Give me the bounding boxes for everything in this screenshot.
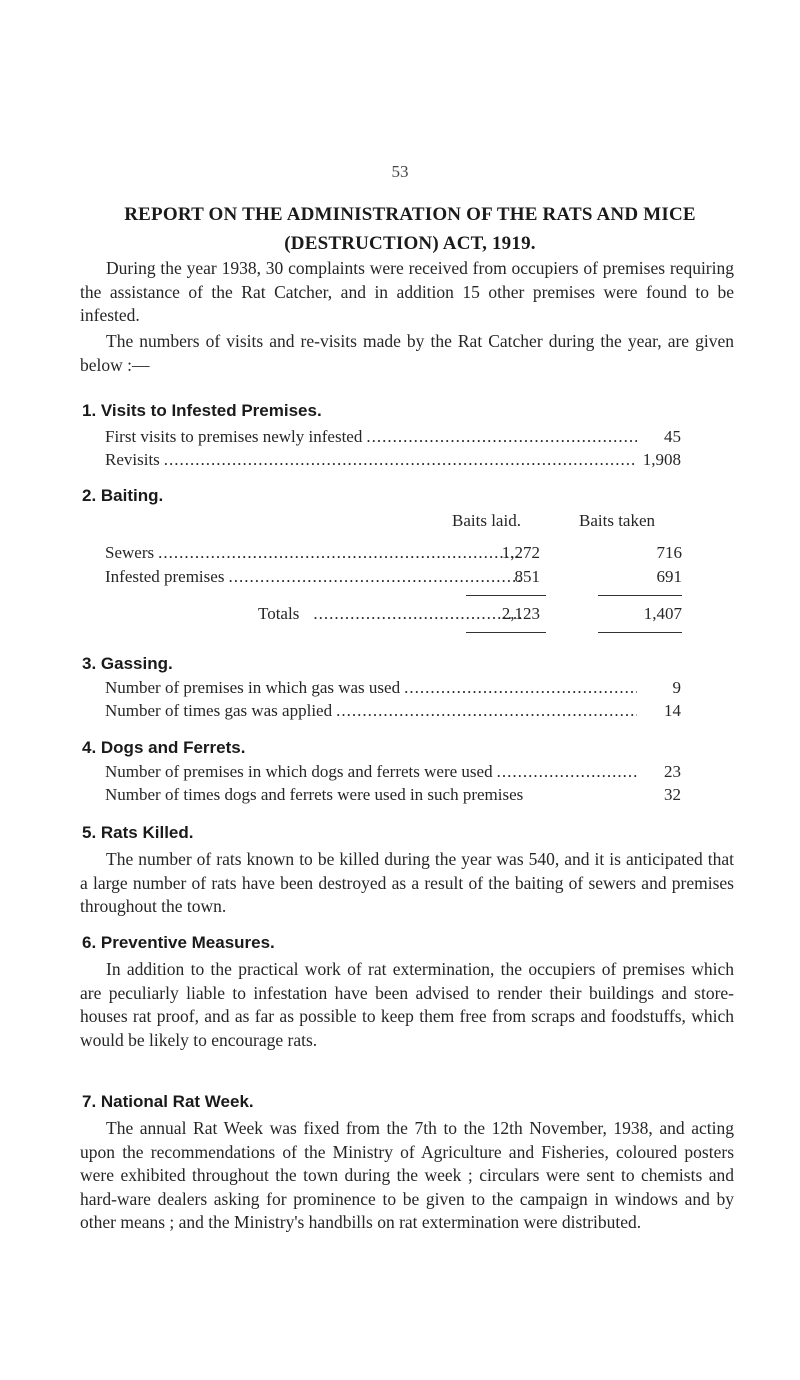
row-value: 23 xyxy=(664,762,681,781)
row-label: Number of times gas was applied xyxy=(105,701,333,720)
leader-dots xyxy=(404,678,637,698)
row-value: 14 xyxy=(664,701,681,720)
totals-baits-taken: 1,407 xyxy=(643,604,682,623)
leader-dots xyxy=(497,762,637,782)
leader-dots xyxy=(164,450,637,470)
row-label: Number of times dogs and ferrets were used in such premises xyxy=(105,785,524,804)
row-label: Sewers xyxy=(105,543,155,562)
gassing-row-premises xyxy=(105,678,681,698)
row-value: 1,908 xyxy=(642,450,681,469)
leader-dots xyxy=(336,701,637,721)
total-rule-taken xyxy=(598,632,682,633)
intro-paragraph-1: During the year 1938, 30 complaints were received from occupiers of premises requiring the assistance of the Rat Catcher, and in addition 15 other premises were found to be infested. xyxy=(80,258,734,325)
total-rule-laid xyxy=(466,632,546,633)
visits-row-revisits xyxy=(105,450,681,470)
dogs-row-times xyxy=(105,785,681,805)
row-value: 45 xyxy=(664,427,681,446)
infested-baits-taken: 691 xyxy=(656,567,682,586)
page-number: 53 xyxy=(391,162,409,181)
section-heading-visits: 1. Visits to Infested Premises. xyxy=(82,401,322,420)
title-line-2: (DESTRUCTION) ACT, 1919. xyxy=(284,233,536,254)
section-heading-gassing: 3. Gassing. xyxy=(82,654,173,673)
column-header-baits-taken: Baits taken xyxy=(579,511,656,530)
title-line-1: REPORT ON THE ADMINISTRATION OF THE RATS AND MICE xyxy=(124,204,696,225)
sewers-baits-laid: 1,272 xyxy=(501,543,540,562)
section-heading-dogs-ferrets: 4. Dogs and Ferrets. xyxy=(82,738,246,757)
leader-dots xyxy=(366,427,637,447)
visits-row-first xyxy=(105,427,681,447)
totals-baits-laid: 2,123 xyxy=(501,604,540,623)
national-rat-week-text: The annual Rat Week was fixed from the 7th to the 12th November, 1938, and acting upon the recommendations of the Ministry of Agriculture and Fisheries, coloured posters were exhibited throughout the town during the week ; circulars were sent to chemists and hard-ware dealers asking for prominence to be given to the campaign in windows and by other means ; and the Ministry's handbills on rat extermination were distributed. xyxy=(80,1118,734,1232)
column-header-baits-laid: Baits laid. xyxy=(452,511,521,530)
rats-killed-text: The number of rats known to be killed during the year was 540, and it is anticipated that a large number of rats have been destroyed as a result of the baiting of sewers and premises throughout the town. xyxy=(80,849,734,916)
preventive-measures-text: In addition to the practical work of rat extermination, the occupiers of premises which are peculiarly liable to infestation have been advised to render their buildings and store-houses rat proof, and as far as possible to keep them free from scraps and foodstuffs, which would be likely to encourage rats. xyxy=(80,959,734,1050)
row-value: 32 xyxy=(664,785,681,804)
row-value: 9 xyxy=(672,678,681,697)
section-heading-rats-killed: 5. Rats Killed. xyxy=(82,823,194,842)
row-label: First visits to premises newly infested xyxy=(105,427,363,446)
section-heading-national-rat-week: 7. National Rat Week. xyxy=(82,1092,254,1111)
row-label: Infested premises xyxy=(105,567,225,586)
sewers-baits-taken: 716 xyxy=(656,543,682,562)
infested-baits-laid: 851 xyxy=(514,567,540,586)
gassing-row-times xyxy=(105,701,681,721)
report-title xyxy=(80,200,740,258)
totals-label: Totals xyxy=(258,604,300,623)
dogs-row-premises xyxy=(105,762,681,782)
sum-rule-laid xyxy=(466,595,546,596)
section-heading-baiting: 2. Baiting. xyxy=(82,486,164,505)
intro-paragraph-2: The numbers of visits and re-visits made by the Rat Catcher during the year, are given below :— xyxy=(80,331,734,375)
section-heading-preventive-measures: 6. Preventive Measures. xyxy=(82,933,275,952)
row-label: Number of premises in which dogs and ferrets were used xyxy=(105,762,493,781)
sum-rule-taken xyxy=(598,595,682,596)
row-label: Number of premises in which gas was used xyxy=(105,678,401,697)
row-label: Revisits xyxy=(105,450,160,469)
